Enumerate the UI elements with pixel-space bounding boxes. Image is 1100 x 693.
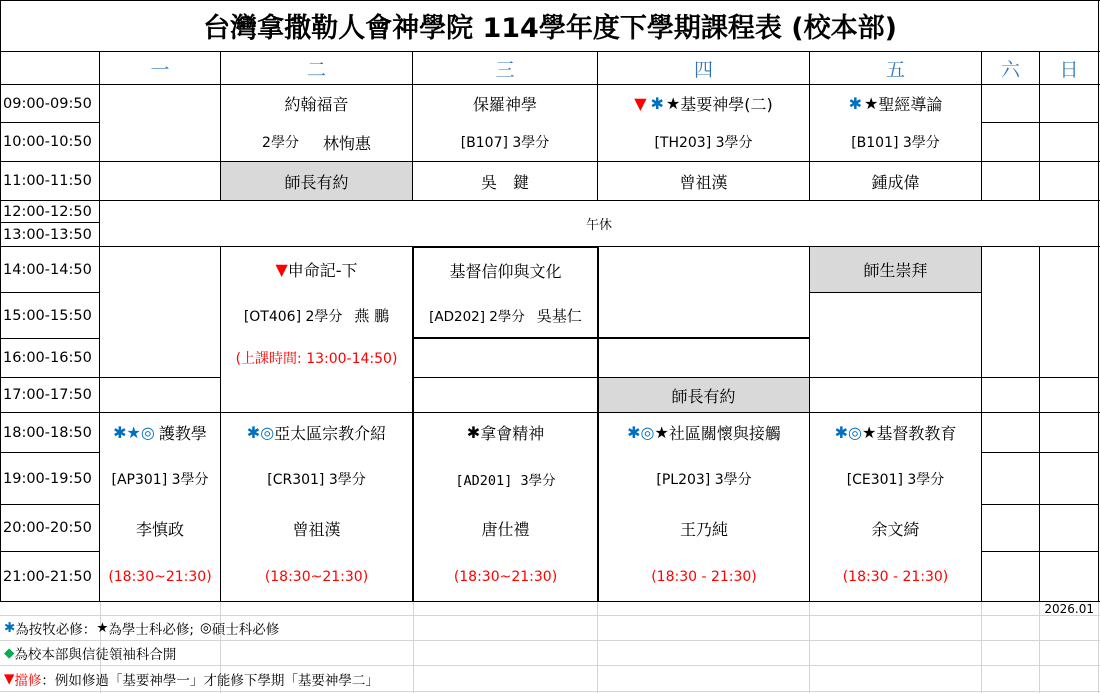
course-teacher: 燕 鵬 xyxy=(354,307,390,325)
course-teacher: 鍾成偉 xyxy=(871,172,920,192)
legend-prerequisite xyxy=(0,666,700,691)
course-info-community-care: [PL203] 3學分 xyxy=(656,471,752,488)
time-slot: 19:00-19:50 xyxy=(3,470,92,487)
legend-requirements xyxy=(0,616,600,640)
double-circle-icon: ◎ xyxy=(848,423,862,442)
time-slot: 16:00-16:50 xyxy=(3,350,92,366)
asterisk-icon: ✱ xyxy=(834,423,849,442)
course-title: 基要神學(二) xyxy=(680,95,773,114)
double-circle-icon: ◎ xyxy=(140,423,155,442)
asterisk-icon: ✱ xyxy=(848,94,863,113)
course-info-systematic-theology: [TH203] 3學分 xyxy=(654,135,753,151)
course-title: 申命記-下 xyxy=(287,261,358,280)
time-slot: 18:00-18:50 xyxy=(3,424,92,441)
mentor-appointment-tue: 師長有約 xyxy=(284,172,349,192)
star-icon: ★ xyxy=(864,94,879,113)
time-slot: 20:00-20:50 xyxy=(3,520,92,536)
course-info-christian-education: [CE301] 3學分 xyxy=(846,471,945,488)
asterisk-icon: ✱ xyxy=(627,423,641,442)
course-info: [OT406] 2學分 xyxy=(243,308,343,325)
course-title-apologetics xyxy=(100,413,220,452)
star-icon: ★ xyxy=(654,423,669,442)
course-info-apologetics: [AP301] 3學分 xyxy=(111,471,209,488)
course-teacher: 吳基仁 xyxy=(536,306,582,325)
course-teacher: 王乃純 xyxy=(679,519,728,539)
star-icon: ★ xyxy=(126,423,141,442)
legend-text: 為按牧必修： xyxy=(15,622,97,638)
revision-date: 2026.01 xyxy=(1044,602,1094,616)
course-title: 護教學 xyxy=(158,424,207,443)
asterisk-icon: ✱ xyxy=(246,423,261,442)
course-title-john: 約翰福音 xyxy=(284,95,349,114)
legend-text: 為校本部與信徒領袖科合開 xyxy=(14,647,177,663)
course-info-bible-intro: [B101] 3學分 xyxy=(851,135,940,151)
course-time: (18:30~21:30) xyxy=(264,568,369,585)
triangle-icon: ▼ xyxy=(634,94,647,113)
time-slot: 21:00-21:50 xyxy=(3,568,92,585)
asterisk-icon: ✱ xyxy=(4,620,16,636)
course-teacher: 李慎政 xyxy=(135,519,184,539)
legend-joint-course xyxy=(0,641,600,665)
course-title-community-care xyxy=(599,413,809,452)
double-circle-icon: ◎ xyxy=(199,620,212,636)
double-circle-icon: ◎ xyxy=(640,423,655,442)
star-icon: ★ xyxy=(665,94,681,113)
course-title-christian-education xyxy=(810,413,981,452)
course-time: (18:30~21:30) xyxy=(108,568,212,585)
time-slot: 09:00-09:50 xyxy=(3,95,92,112)
triangle-icon: ▼ xyxy=(4,670,15,687)
double-circle-icon: ◎ xyxy=(260,423,275,442)
course-info-pauline-theology: [B107] 3學分 xyxy=(460,135,550,151)
day-header-wed: 三 xyxy=(495,58,515,81)
star-icon: ★ xyxy=(96,620,109,636)
time-slot: 12:00-12:50 xyxy=(3,203,92,220)
course-title-nazarene-spirit xyxy=(414,413,597,452)
star-icon: ★ xyxy=(862,423,877,442)
legend-text: 為學士科必修; xyxy=(108,622,194,638)
course-teacher: 吳 鍵 xyxy=(480,172,529,192)
triangle-icon: ▼ xyxy=(275,260,288,279)
course-title-bible-intro xyxy=(810,85,981,122)
course-info: [AD202] 2學分 xyxy=(429,309,525,325)
class-time-note: (上課時間: 13:00-14:50) xyxy=(235,351,398,367)
time-slot: 11:00-11:50 xyxy=(3,173,92,189)
time-slot: 17:00-17:50 xyxy=(3,387,92,403)
mentor-appointment-thu: 師長有約 xyxy=(671,386,736,406)
asterisk-icon: ✱ xyxy=(466,423,481,442)
course-title-asia-religions xyxy=(221,413,412,452)
day-header-fri: 五 xyxy=(885,58,905,81)
course-title: 社區關懷與接觸 xyxy=(668,424,781,443)
course-time: (18:30~21:30) xyxy=(453,568,558,585)
legend-text: ：例如修過「基要神學一」才能修下學期「基要神學二」 xyxy=(41,672,379,689)
course-info-deuteronomy xyxy=(221,293,412,338)
day-header-sat: 六 xyxy=(1000,58,1020,81)
legend-label: 擋修 xyxy=(14,672,42,689)
course-info-asia-religions: [CR301] 3學分 xyxy=(267,471,366,488)
course-credits: 2學分 xyxy=(262,135,299,151)
asterisk-icon: ✱ xyxy=(650,94,664,113)
course-time: (18:30 - 21:30) xyxy=(651,568,757,585)
course-info-nazarene-spirit: [AD201] 3學分 xyxy=(455,472,556,489)
lunch-break: 午休 xyxy=(585,218,612,233)
course-info-faith-culture xyxy=(414,293,597,337)
page-title: 台灣拿撒勒人會神學院 114學年度下學期課程表 (校本部) xyxy=(203,13,897,44)
course-title-deuteronomy xyxy=(221,247,412,292)
course-time: (18:30 - 21:30) xyxy=(842,568,949,585)
course-title: 拿會精神 xyxy=(480,424,545,443)
course-title: 基督教教育 xyxy=(876,424,957,443)
diamond-icon: ◆ xyxy=(4,645,15,661)
asterisk-icon: ✱ xyxy=(113,423,127,442)
course-info-john xyxy=(221,123,412,161)
time-slot: 14:00-14:50 xyxy=(3,261,92,278)
course-teacher: 曾祖漢 xyxy=(679,172,728,192)
legend-text: 碩士科必修 xyxy=(211,622,280,638)
time-slot: 15:00-15:50 xyxy=(3,307,92,324)
day-header-tue: 二 xyxy=(306,58,326,81)
time-slot: 13:00-13:50 xyxy=(3,226,92,243)
course-teacher: 余文綺 xyxy=(871,519,920,539)
course-teacher: 曾祖漢 xyxy=(292,519,341,539)
course-title: 聖經導論 xyxy=(878,95,943,114)
day-header-mon: 一 xyxy=(150,58,170,81)
course-title-faith-culture: 基督信仰與文化 xyxy=(449,261,562,281)
course-title: 亞太區宗教介紹 xyxy=(274,424,387,443)
course-title-pauline-theology: 保羅神學 xyxy=(472,95,537,114)
time-slot: 10:00-10:50 xyxy=(3,134,92,150)
course-teacher: 唐仕禮 xyxy=(481,519,530,539)
day-header-thu: 四 xyxy=(693,58,713,81)
day-header-sun: 日 xyxy=(1059,58,1079,81)
chapel-worship: 師生崇拜 xyxy=(863,261,928,280)
course-title-systematic-theology xyxy=(598,85,809,122)
course-teacher: 林恂惠 xyxy=(322,133,371,153)
